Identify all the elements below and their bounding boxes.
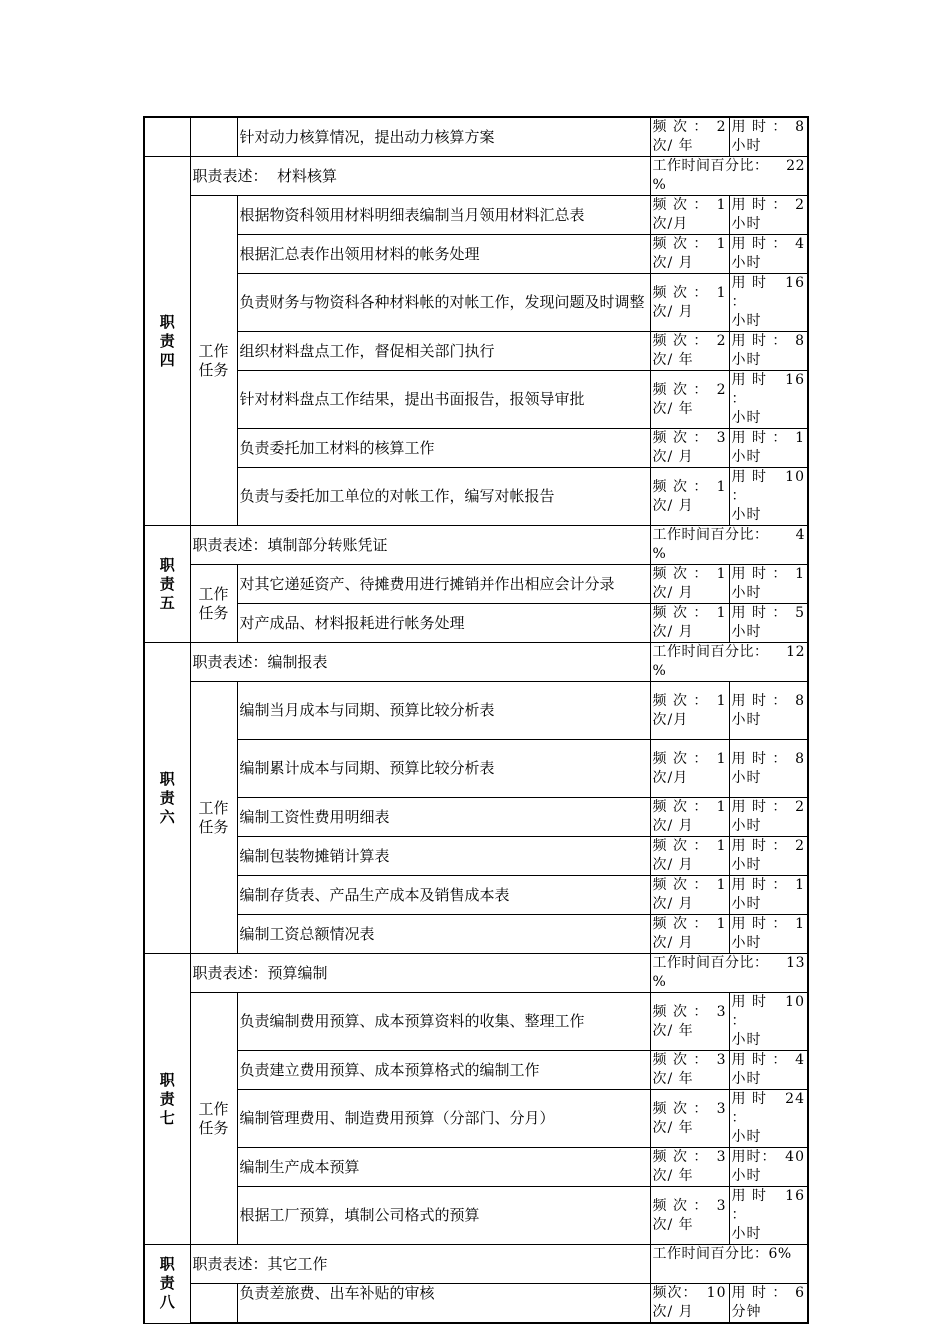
time-unit: 分钟 — [731, 1304, 762, 1320]
time-unit: 小时 — [731, 255, 762, 271]
frequency-count: 1 — [716, 566, 727, 582]
time-label: 用 时 ： — [731, 197, 788, 213]
section-label-char: 四 — [159, 350, 175, 369]
percentage-unit: % — [652, 663, 667, 679]
percentage-label: 工作时间百分比： — [652, 955, 769, 971]
time-unit: 小时 — [731, 216, 762, 232]
section-label-char: 责 — [159, 1089, 175, 1108]
frequency-label: 频 次 ： — [652, 333, 709, 349]
frequency-count: 10 — [706, 1285, 727, 1301]
task-row — [144, 798, 808, 837]
task-row — [144, 429, 808, 468]
duty-description — [190, 526, 650, 565]
frequency-unit: 次/ 月 — [652, 1304, 694, 1320]
time-cell — [729, 235, 808, 274]
task-group-label-line: 任务 — [198, 1118, 229, 1137]
task-row — [144, 332, 808, 371]
time-label: 用 时 ： — [731, 799, 788, 815]
time-amount: 16 — [785, 1188, 805, 1204]
frequency-count: 2 — [716, 119, 727, 135]
task-group-label — [190, 196, 237, 526]
time-label: 用 时 ： — [731, 994, 767, 1029]
description-value: 填制部分转账凭证 — [267, 535, 388, 554]
task-group-label — [190, 682, 237, 954]
task-text: 根据汇总表作出领用材料的帐务处理 — [237, 235, 650, 274]
task-text: 编制累计成本与同期、预算比较分析表 — [237, 740, 650, 798]
frequency-label: 频 次 ： — [652, 197, 709, 213]
duty-description-row — [144, 954, 808, 993]
frequency-label: 频 次 ： — [652, 916, 709, 932]
duty-description — [190, 643, 650, 682]
frequency-label: 频 次 ： — [652, 119, 709, 135]
frequency-unit: 次/ 月 — [652, 255, 694, 271]
task-text: 对其它递延资产、待摊费用进行摊销并作出相应会计分录 — [237, 565, 650, 604]
frequency-label: 频 次 ： — [652, 1003, 709, 1020]
time-unit: 小时 — [731, 449, 762, 465]
frequency-count: 1 — [716, 750, 727, 767]
frequency-label: 频 次 ： — [652, 750, 709, 767]
frequency-unit: 次/ 月 — [652, 624, 694, 640]
time-cell — [729, 468, 808, 526]
task-text: 针对动力核算情况，提出动力核算方案 — [237, 117, 650, 157]
task-row — [144, 1187, 808, 1245]
time-amount: 16 — [785, 372, 805, 388]
percentage-label: 工作时间百分比：6% — [652, 1246, 792, 1262]
frequency-cell — [650, 798, 729, 837]
task-group-label-line: 任务 — [198, 360, 229, 379]
time-percentage — [650, 643, 808, 682]
frequency-unit: 次/ 年 — [652, 1216, 694, 1233]
time-unit: 小时 — [731, 769, 762, 786]
time-cell — [729, 915, 808, 954]
description-value: 材料核算 — [267, 166, 338, 185]
frequency-count: 1 — [716, 692, 727, 709]
time-unit: 小时 — [731, 138, 762, 154]
task-row — [144, 876, 808, 915]
frequency-label: 频 次 ： — [652, 430, 709, 446]
time-label: 用 时 ： — [731, 119, 788, 135]
frequency-count: 3 — [716, 1052, 727, 1068]
time-label: 用 时 ： — [731, 838, 788, 854]
task-group-label-line: 任务 — [198, 817, 229, 836]
time-unit: 小时 — [731, 507, 762, 523]
time-unit: 小时 — [731, 857, 762, 873]
time-cell — [729, 740, 808, 798]
percentage-label: 工作时间百分比： — [652, 644, 769, 660]
section-label-char: 七 — [159, 1108, 175, 1127]
frequency-cell — [650, 1090, 729, 1148]
task-row — [144, 837, 808, 876]
frequency-label: 频 次 ： — [652, 1149, 709, 1165]
time-cell — [729, 1090, 808, 1148]
time-amount: 16 — [785, 275, 805, 291]
frequency-cell — [650, 740, 729, 798]
task-row — [144, 604, 808, 643]
time-unit: 小时 — [731, 818, 762, 834]
time-unit: 小时 — [731, 313, 762, 329]
time-amount: 1 — [795, 566, 805, 582]
section-label-char: 五 — [159, 593, 175, 612]
section-label-char: 职 — [159, 769, 175, 788]
time-label: 用 时 ： — [731, 1052, 788, 1068]
description-label: 职责表述： — [192, 166, 268, 185]
time-unit: 小时 — [731, 1129, 762, 1145]
time-amount: 2 — [795, 197, 805, 213]
frequency-unit: 次/ 月 — [652, 857, 694, 873]
task-row — [144, 1090, 808, 1148]
section-label — [144, 954, 190, 1245]
section-label — [144, 643, 190, 954]
task-group-label-line: 工作 — [198, 341, 229, 360]
task-row — [144, 993, 808, 1051]
task-text: 负责与委托加工单位的对帐工作，编写对帐报告 — [237, 468, 650, 526]
task-text: 负责建立费用预算、成本预算格式的编制工作 — [237, 1051, 650, 1090]
time-percentage — [650, 1245, 808, 1284]
task-text: 编制当月成本与同期、预算比较分析表 — [237, 682, 650, 740]
time-amount: 8 — [795, 119, 805, 135]
task-group-label-line: 工作 — [198, 798, 229, 817]
frequency-cell — [650, 468, 729, 526]
frequency-unit: 次/ 月 — [652, 818, 694, 834]
frequency-cell — [650, 993, 729, 1051]
frequency-label: 频 次 ： — [652, 1197, 709, 1214]
time-cell — [729, 1148, 808, 1187]
time-amount: 2 — [795, 799, 805, 815]
frequency-cell — [650, 429, 729, 468]
section-label — [144, 1245, 190, 1324]
frequency-unit: 次/ 年 — [652, 138, 694, 154]
task-text: 负责编制费用预算、成本预算资料的收集、整理工作 — [237, 993, 650, 1051]
frequency-label: 频 次 ： — [652, 692, 709, 709]
frequency-cell — [650, 682, 729, 740]
task-text: 编制生产成本预算 — [237, 1148, 650, 1187]
time-label: 用 时 ： — [731, 236, 788, 252]
frequency-unit: 次/ 月 — [652, 585, 694, 601]
task-group-label — [190, 1284, 237, 1324]
time-unit: 小时 — [731, 896, 762, 912]
frequency-unit: 次/ 年 — [652, 1168, 694, 1184]
description-label: 职责表述： — [192, 535, 268, 554]
section-label-char: 八 — [159, 1293, 175, 1312]
frequency-cell — [650, 915, 729, 954]
frequency-unit: 次/ 年 — [652, 1022, 694, 1039]
task-text: 针对材料盘点工作结果，提出书面报告，报领导审批 — [237, 371, 650, 429]
task-group-label-line: 工作 — [198, 1099, 229, 1118]
time-cell — [729, 565, 808, 604]
section-label-char: 责 — [159, 788, 175, 807]
frequency-unit: 次/ 月 — [652, 303, 694, 320]
frequency-cell — [650, 1051, 729, 1090]
time-label: 用 时 ： — [731, 605, 788, 621]
frequency-label: 频 次 ： — [652, 1052, 709, 1068]
frequency-cell — [650, 117, 729, 157]
section-label-char: 职 — [159, 1070, 175, 1089]
duty-description-row — [144, 526, 808, 565]
duty-description — [190, 1245, 650, 1284]
time-amount: 1 — [795, 916, 805, 932]
time-amount: 8 — [795, 692, 805, 709]
frequency-unit: 次/ 年 — [652, 1119, 694, 1136]
description-label: 职责表述： — [192, 963, 268, 982]
task-row — [144, 740, 808, 798]
frequency-cell — [650, 1148, 729, 1187]
time-cell — [729, 682, 808, 740]
percentage-value: 22 — [786, 158, 805, 174]
time-cell — [729, 332, 808, 371]
time-cell — [729, 798, 808, 837]
task-text: 组织材料盘点工作，督促相关部门执行 — [237, 332, 650, 371]
frequency-unit: 次/月 — [652, 769, 689, 786]
time-label: 用 时 ： — [731, 692, 788, 709]
time-unit: 小时 — [731, 1032, 762, 1048]
time-label: 用 时 ： — [731, 275, 767, 310]
frequency-label: 频 次 ： — [652, 838, 709, 854]
frequency-cell — [650, 1284, 729, 1324]
table-row — [144, 117, 808, 157]
task-text: 编制存货表、产品生产成本及销售成本表 — [237, 876, 650, 915]
time-label: 用 时 ： — [731, 430, 788, 446]
time-label: 用 时 ： — [731, 916, 788, 932]
time-cell — [729, 604, 808, 643]
section-label-char: 责 — [159, 331, 175, 350]
task-group-label-line: 任务 — [198, 603, 229, 622]
frequency-count: 3 — [716, 1197, 727, 1214]
time-unit: 小时 — [731, 410, 762, 426]
time-label: 用 时 ： — [731, 1091, 767, 1126]
time-amount: 4 — [795, 236, 805, 252]
frequency-count: 3 — [716, 1003, 727, 1020]
duty-description — [190, 157, 650, 196]
frequency-label: 频 次 ： — [652, 236, 709, 252]
task-row — [144, 196, 808, 235]
task-text: 编制工资性费用明细表 — [237, 798, 650, 837]
time-label: 用 时 ： — [731, 1285, 788, 1301]
frequency-count: 2 — [716, 333, 727, 349]
percentage-label: 工作时间百分比： — [652, 158, 769, 174]
percentage-value: 12 — [786, 644, 805, 660]
task-text: 对产成品、材料报耗进行帐务处理 — [237, 604, 650, 643]
frequency-count: 1 — [716, 284, 727, 301]
frequency-label: 频 次 ： — [652, 284, 709, 301]
duty-description-row — [144, 643, 808, 682]
frequency-count: 1 — [716, 605, 727, 621]
time-label: 用 时 ： — [731, 333, 788, 349]
section-label-char: 职 — [159, 1255, 175, 1274]
section-label-cell — [144, 117, 190, 157]
time-amount: 2 — [795, 838, 805, 854]
frequency-cell — [650, 604, 729, 643]
time-label: 用 时 ： — [731, 750, 788, 767]
section-label-char: 责 — [159, 1274, 175, 1293]
task-row — [144, 915, 808, 954]
frequency-label: 频 次 ： — [652, 799, 709, 815]
task-text: 编制包装物摊销计算表 — [237, 837, 650, 876]
frequency-unit: 次/ 月 — [652, 935, 694, 951]
task-row — [144, 1284, 808, 1324]
description-label: 职责表述： — [192, 1254, 268, 1273]
frequency-label: 频 次 ： — [652, 566, 709, 582]
frequency-cell — [650, 876, 729, 915]
frequency-label: 频 次 ： — [652, 877, 709, 893]
duty-description — [190, 954, 650, 993]
time-unit: 小时 — [731, 1226, 762, 1242]
description-label: 职责表述： — [192, 652, 268, 671]
frequency-unit: 次/ 年 — [652, 400, 694, 417]
time-amount: 6 — [795, 1285, 805, 1301]
frequency-label: 频 次 ： — [652, 381, 709, 398]
task-text: 负责财务与物资科各种材料帐的对帐工作，发现问题及时调整 — [237, 274, 650, 332]
time-unit: 小时 — [731, 711, 762, 728]
task-row — [144, 274, 808, 332]
task-row — [144, 468, 808, 526]
time-amount: 1 — [795, 430, 805, 446]
frequency-cell — [650, 196, 729, 235]
time-label: 用 时 ： — [731, 877, 788, 893]
time-amount: 10 — [785, 469, 805, 485]
time-cell — [729, 117, 808, 157]
section-label — [144, 157, 190, 526]
frequency-unit: 次/ 年 — [652, 1071, 694, 1087]
frequency-unit: 次/月 — [652, 216, 689, 232]
time-amount: 40 — [785, 1149, 805, 1165]
time-amount: 10 — [785, 994, 805, 1010]
time-amount: 1 — [795, 877, 805, 893]
frequency-count: 1 — [716, 478, 727, 495]
time-percentage — [650, 526, 808, 565]
percentage-unit: % — [652, 546, 667, 562]
time-cell — [729, 876, 808, 915]
time-label: 用 时 ： — [731, 1188, 767, 1223]
task-row — [144, 682, 808, 740]
task-row — [144, 371, 808, 429]
frequency-cell — [650, 274, 729, 332]
frequency-label: 频 次 ： — [652, 605, 709, 621]
frequency-count: 1 — [716, 838, 727, 854]
time-cell — [729, 274, 808, 332]
percentage-unit: % — [652, 177, 667, 193]
percentage-unit: % — [652, 974, 667, 990]
section-label-char: 六 — [159, 807, 175, 826]
time-amount: 5 — [795, 605, 805, 621]
time-amount: 4 — [795, 1052, 805, 1068]
frequency-count: 1 — [716, 236, 727, 252]
frequency-unit: 次/ 月 — [652, 896, 694, 912]
task-text: 编制工资总额情况表 — [237, 915, 650, 954]
time-percentage — [650, 157, 808, 196]
frequency-unit: 次/ 月 — [652, 497, 694, 514]
section-label — [144, 526, 190, 643]
task-text: 根据工厂预算，填制公司格式的预算 — [237, 1187, 650, 1245]
task-text: 负责差旅费、出车补贴的审核 — [237, 1284, 650, 1324]
time-cell — [729, 1284, 808, 1324]
time-cell — [729, 1187, 808, 1245]
task-row — [144, 1051, 808, 1090]
time-label: 用 时 ： — [731, 372, 767, 407]
frequency-count: 1 — [716, 877, 727, 893]
time-unit: 小时 — [731, 935, 762, 951]
frequency-count: 1 — [716, 916, 727, 932]
time-unit: 小时 — [731, 1071, 762, 1087]
time-label: 用 时 ： — [731, 469, 767, 504]
time-cell — [729, 993, 808, 1051]
frequency-unit: 次/月 — [652, 711, 689, 728]
duty-table — [143, 116, 809, 1324]
description-value: 编制报表 — [267, 652, 328, 671]
task-group-label-line: 工作 — [198, 584, 229, 603]
time-label: 用时： — [731, 1149, 777, 1165]
task-row — [144, 1148, 808, 1187]
section-label-char: 职 — [159, 555, 175, 574]
time-unit: 小时 — [731, 624, 762, 640]
time-cell — [729, 1051, 808, 1090]
description-value: 其它工作 — [267, 1254, 328, 1273]
percentage-value: 13 — [786, 955, 805, 971]
time-unit: 小时 — [731, 1168, 762, 1184]
frequency-count: 1 — [716, 799, 727, 815]
time-amount: 8 — [795, 333, 805, 349]
task-text: 负责委托加工材料的核算工作 — [237, 429, 650, 468]
time-cell — [729, 837, 808, 876]
time-amount: 24 — [785, 1091, 805, 1107]
time-unit: 小时 — [731, 352, 762, 368]
description-value: 预算编制 — [267, 963, 328, 982]
frequency-cell — [650, 332, 729, 371]
frequency-unit: 次/ 月 — [652, 449, 694, 465]
task-text: 编制管理费用、制造费用预算（分部门、分月） — [237, 1090, 650, 1148]
percentage-label: 工作时间百分比： — [652, 527, 769, 543]
frequency-cell — [650, 565, 729, 604]
time-percentage — [650, 954, 808, 993]
frequency-count: 2 — [716, 381, 727, 398]
frequency-label: 频 次 ： — [652, 1100, 709, 1117]
frequency-cell — [650, 371, 729, 429]
frequency-unit: 次/ 年 — [652, 352, 694, 368]
time-label: 用 时 ： — [731, 566, 788, 582]
frequency-label: 频 次 ： — [652, 478, 709, 495]
task-group-label — [190, 565, 237, 643]
task-row — [144, 235, 808, 274]
section-label-char: 职 — [159, 312, 175, 331]
frequency-cell — [650, 235, 729, 274]
percentage-value: 4 — [795, 527, 805, 543]
frequency-count: 1 — [716, 197, 727, 213]
time-cell — [729, 196, 808, 235]
frequency-label: 频次： — [652, 1285, 698, 1301]
time-cell — [729, 371, 808, 429]
time-cell — [729, 429, 808, 468]
section-label-char: 责 — [159, 574, 175, 593]
duty-description-row — [144, 157, 808, 196]
frequency-cell — [650, 837, 729, 876]
time-amount: 8 — [795, 750, 805, 767]
frequency-count: 3 — [716, 430, 727, 446]
task-text: 根据物资科领用材料明细表编制当月领用材料汇总表 — [237, 196, 650, 235]
task-group-label — [190, 993, 237, 1245]
frequency-cell — [650, 1187, 729, 1245]
duty-description-row — [144, 1245, 808, 1284]
frequency-count: 3 — [716, 1149, 727, 1165]
time-unit: 小时 — [731, 585, 762, 601]
task-group-cell — [190, 117, 237, 157]
task-row — [144, 565, 808, 604]
frequency-count: 3 — [716, 1100, 727, 1117]
